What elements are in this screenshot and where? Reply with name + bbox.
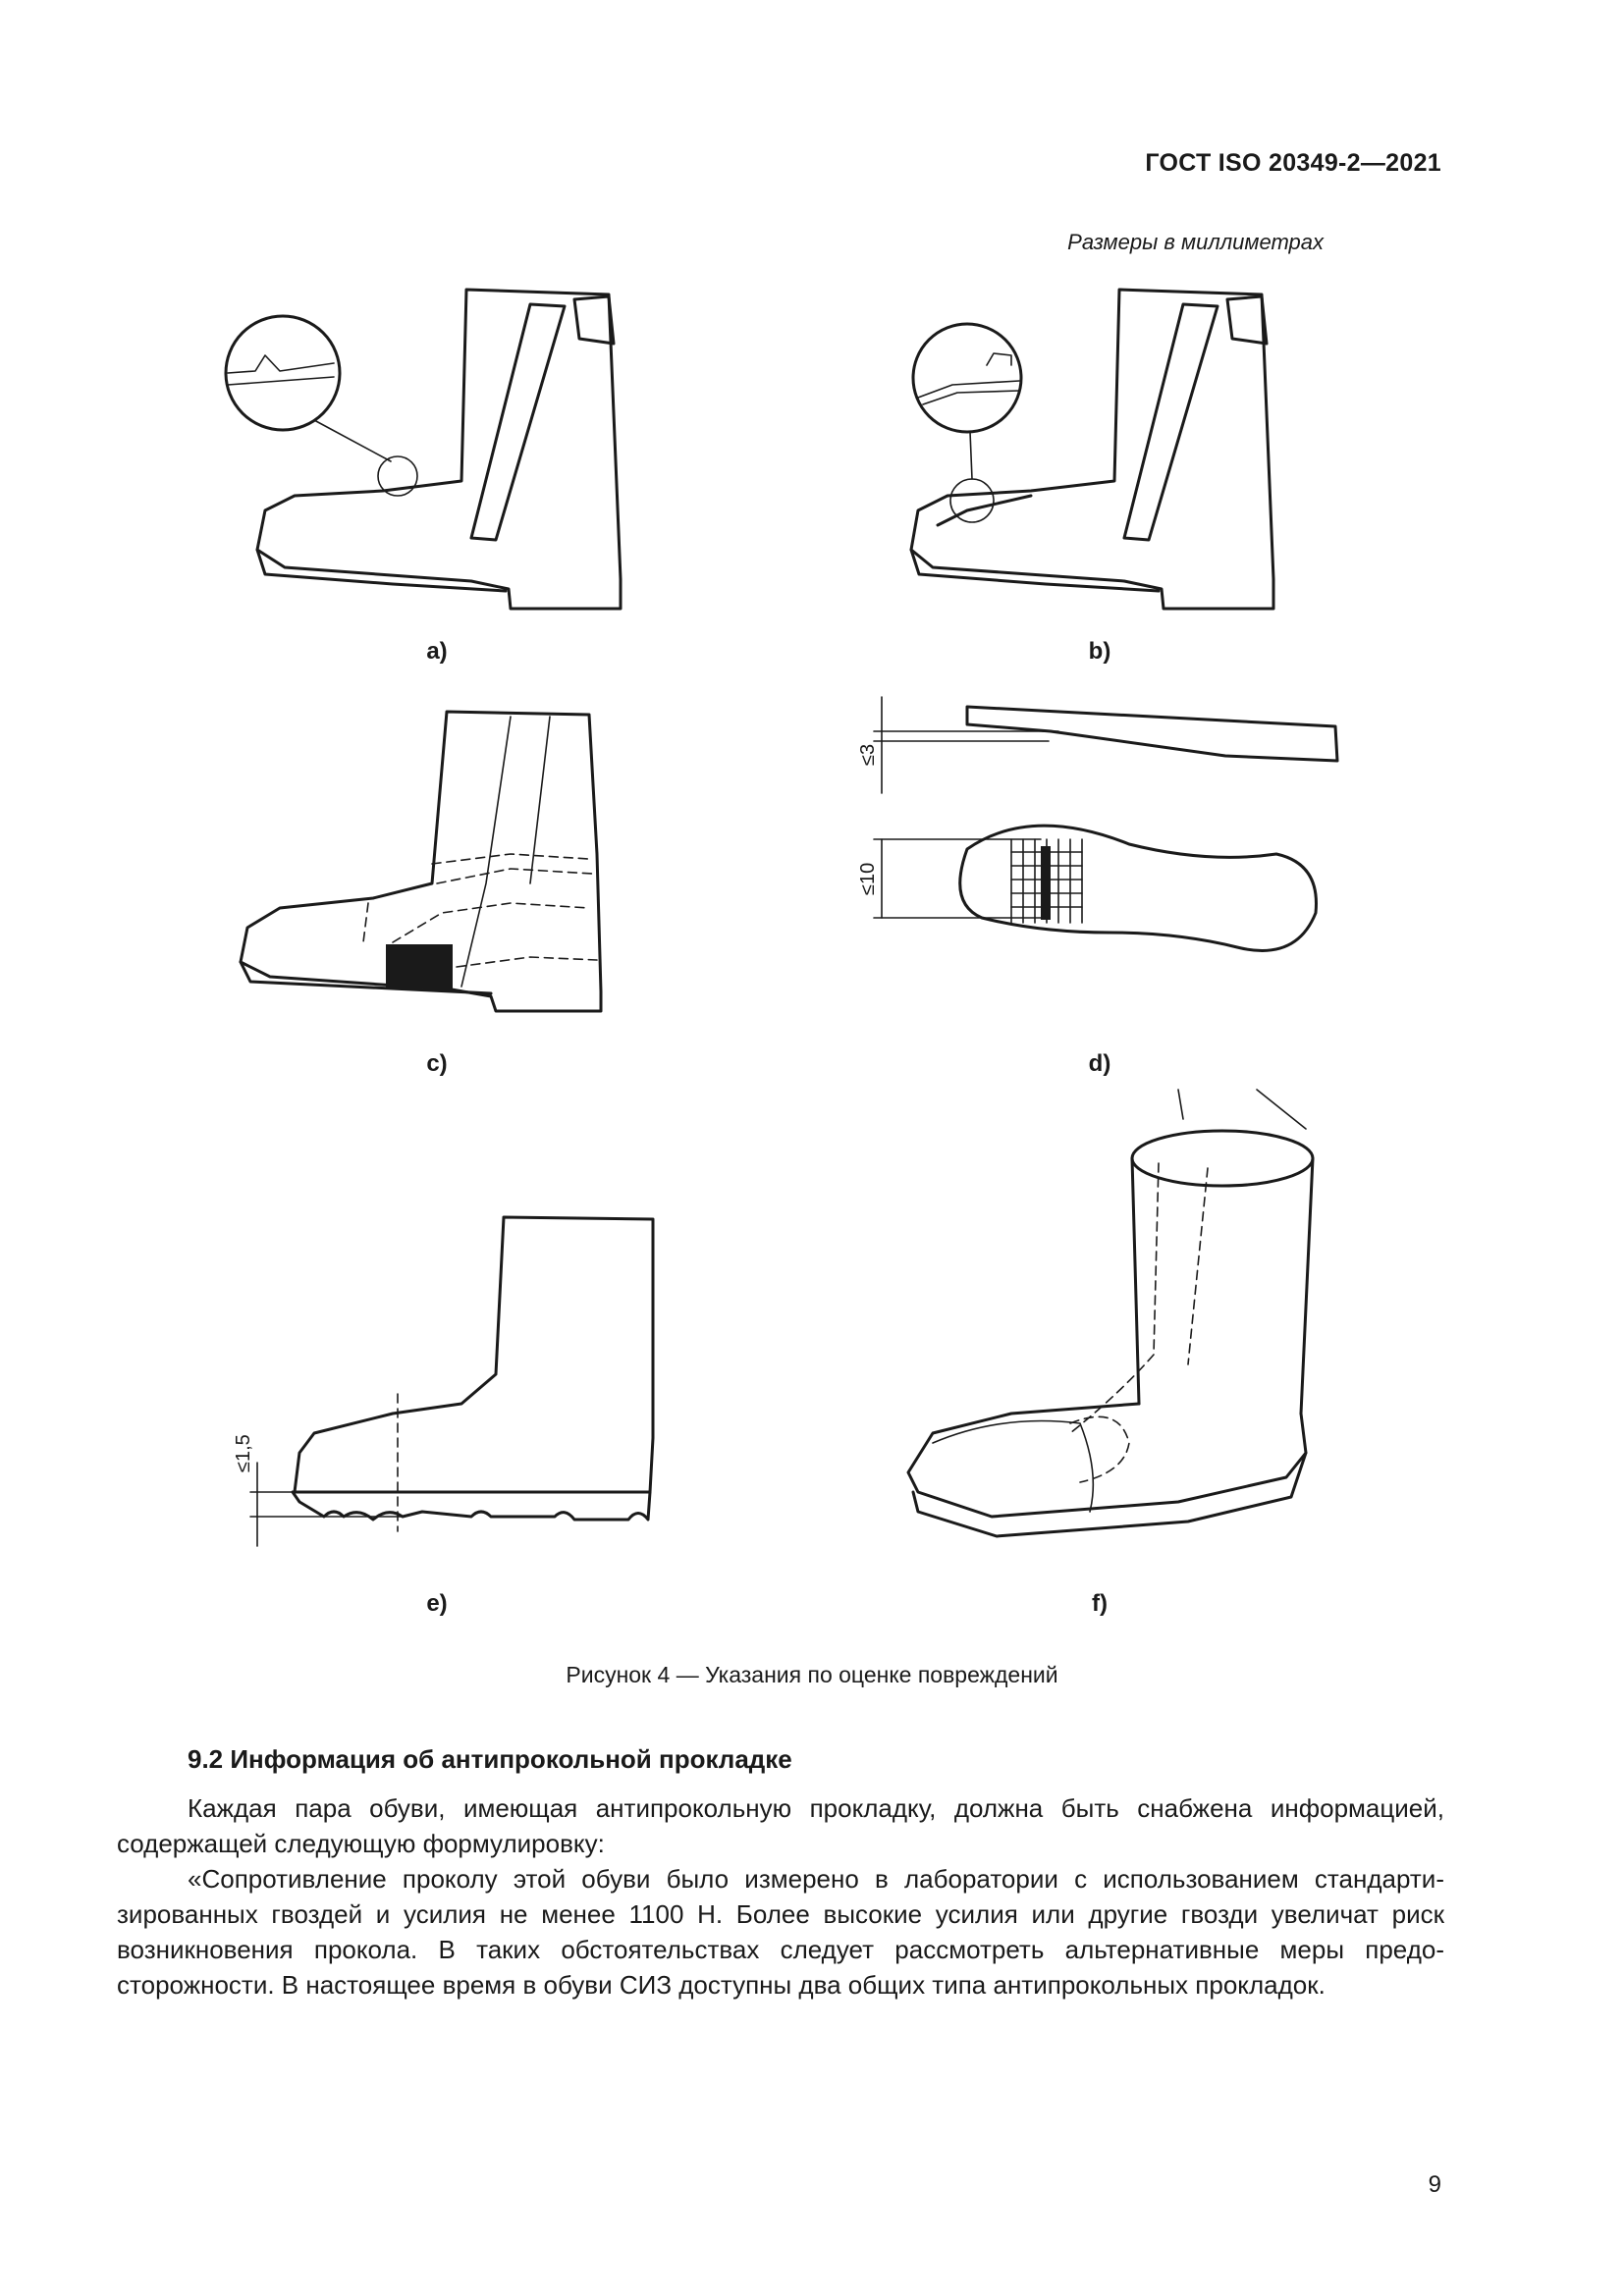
paragraph: Каждая пара обуви, имеющая антипрокольную прокладку, должна быть снабжена информацией, содержащей следующую формулировку:	[117, 1793, 1444, 1858]
page-number: 9	[1428, 2171, 1441, 2198]
figure-panel-label-a: a)	[426, 638, 448, 665]
figure-panel-f-drawing	[908, 1090, 1313, 1536]
figure-panel-label-b: b)	[1088, 638, 1111, 665]
figure-panel-label-c: c)	[426, 1050, 448, 1077]
document-standard-header: ГОСТ ISO 20349-2—2021	[1145, 149, 1441, 177]
figure-panel-label-d: d)	[1088, 1050, 1111, 1077]
figure-panel-label-f: f)	[1092, 1590, 1108, 1617]
figure-panel-e-drawing	[250, 1217, 653, 1546]
figure-panel-a-drawing	[226, 290, 621, 609]
units-note: Размеры в миллиметрах	[1067, 230, 1324, 254]
figure-panel-label-e: e)	[426, 1590, 448, 1617]
section-heading: 9.2 Информация об антипрокольной прокладке	[188, 1744, 792, 1774]
figure-panel-d-drawing	[874, 697, 1337, 950]
figure-panel-c-drawing	[241, 712, 601, 1011]
dimension-label-tread-depth: ≤1,5	[233, 1434, 254, 1472]
dimension-label-width: ≤10	[857, 862, 879, 895]
paragraph: «Сопротивление проколу этой обуви было измерено в лаборатории с использованием стандартизированных гвоздей и усилия не менее 1100 Н. Более высокие усилия или другие гвозди увеличат риск возникновения прокола. В таких обстоятельствах следует рассмотреть альтернативные меры предосторожности. В настоящее время в обуви СИЗ доступны два общих типа антипрокольных прокладок.	[117, 1864, 1444, 2000]
figure-panel-b-drawing	[911, 290, 1273, 609]
figure-caption: Рисунок 4 — Указания по оценке повреждений	[566, 1662, 1058, 1687]
dimension-label-thickness: ≤3	[857, 743, 879, 766]
